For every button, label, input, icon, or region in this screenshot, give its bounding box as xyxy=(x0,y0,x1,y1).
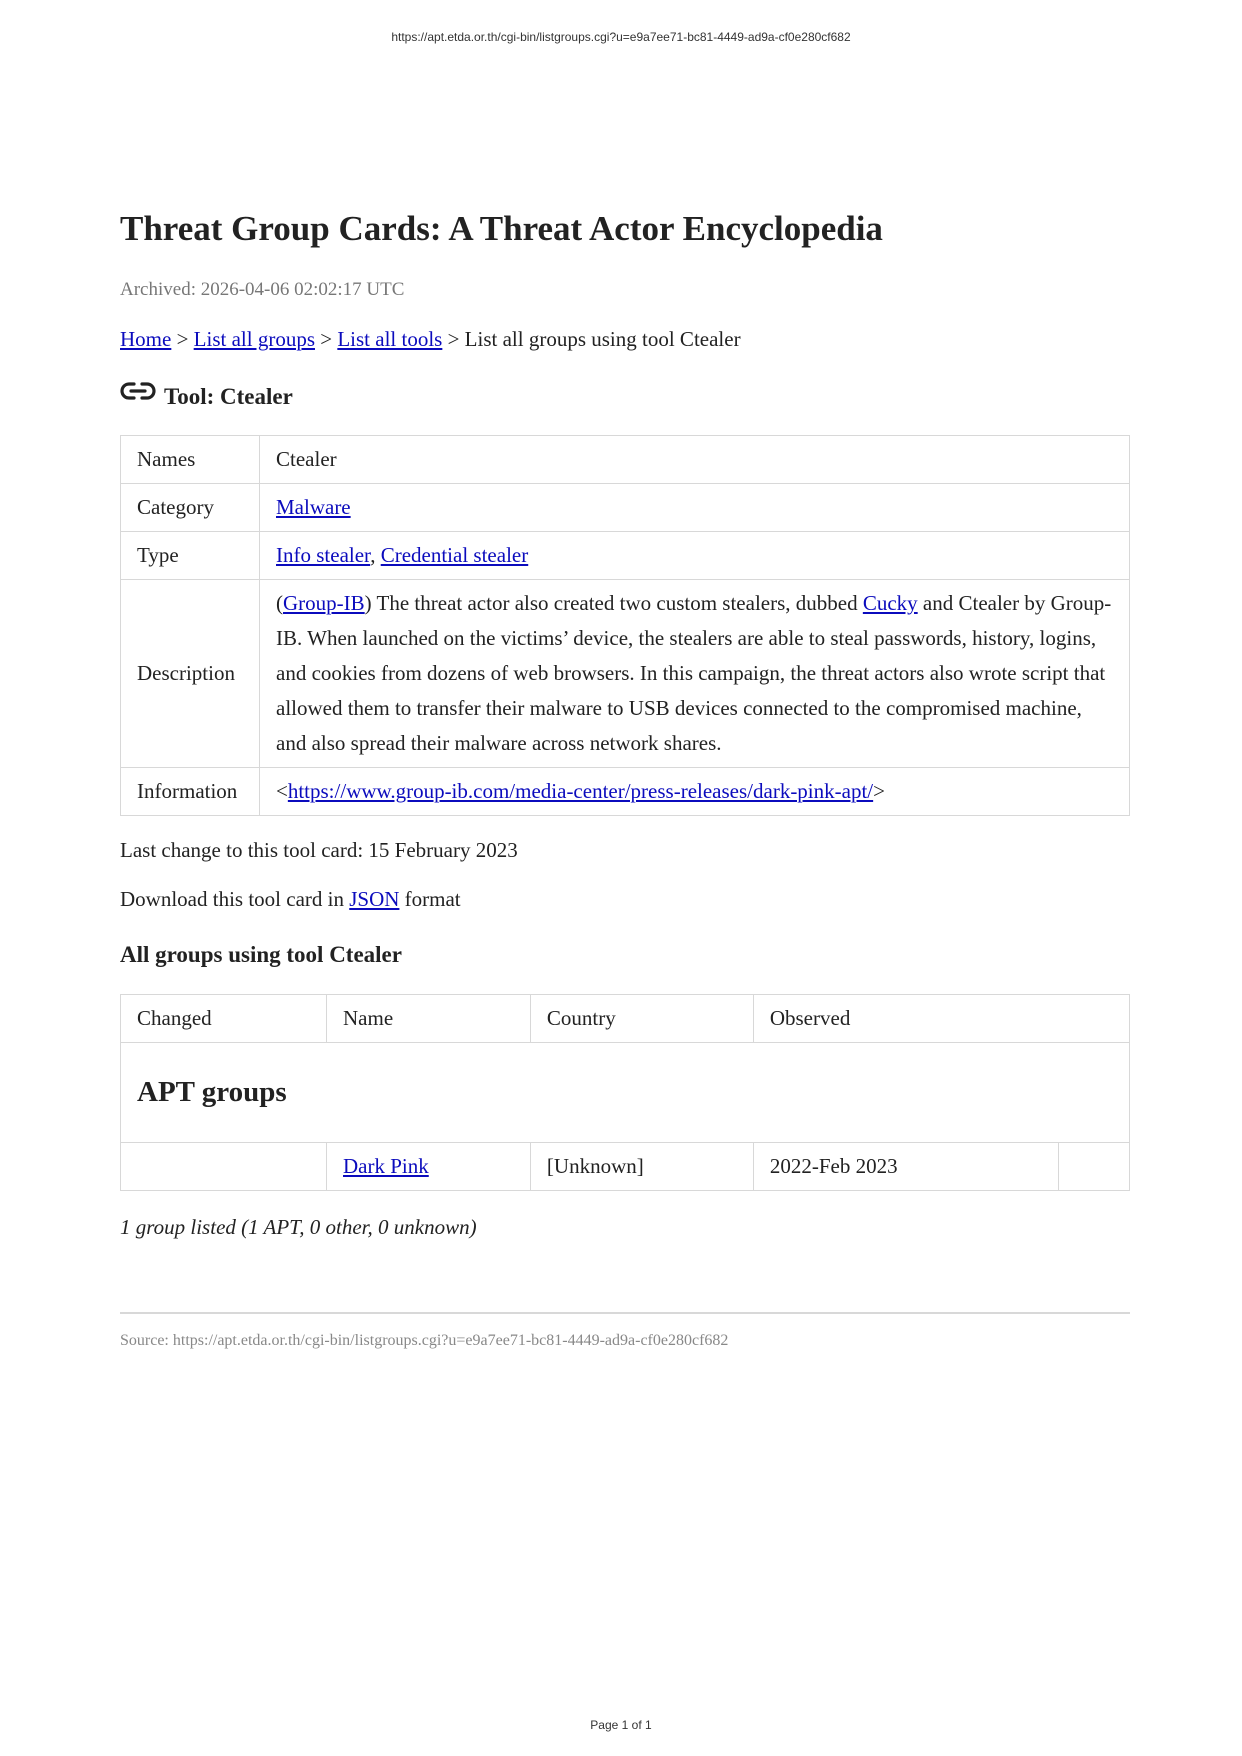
print-header-url: https://apt.etda.or.th/cgi-bin/listgroups.cgi?u=e9a7ee71-bc81-4449-ad9a-cf0e280cf682 xyxy=(391,30,851,44)
description-open: ( xyxy=(276,590,283,615)
breadcrumb-current: > List all groups using tool Ctealer xyxy=(442,327,741,351)
type-separator: , xyxy=(370,542,381,567)
breadcrumb-separator: > xyxy=(171,327,194,351)
table-row xyxy=(121,435,1130,483)
category-link[interactable]: Malware xyxy=(276,494,351,519)
information-close: > xyxy=(873,778,885,803)
names-label: Names xyxy=(121,435,260,483)
group-link-dark-pink[interactable]: Dark Pink xyxy=(343,1153,429,1178)
table-row xyxy=(121,1142,1130,1190)
type-label: Type xyxy=(121,531,260,579)
download-suffix: format xyxy=(399,886,461,911)
archived-timestamp: Archived: 2026-04-06 02:02:17 UTC xyxy=(120,279,405,300)
last-change-text: Last change to this tool card: 15 February 2023 xyxy=(120,837,518,862)
breadcrumb-list-tools-link[interactable]: List all tools xyxy=(337,327,443,351)
tool-heading-text: Tool: Ctealer xyxy=(164,384,293,410)
description-label: Description xyxy=(121,579,260,767)
table-row xyxy=(121,767,1130,815)
column-header-country: Country xyxy=(530,994,753,1042)
description-source-link[interactable]: Group-IB xyxy=(283,590,365,615)
type-cell xyxy=(260,531,1130,579)
description-text: and Ctealer by Group-IB. When launched on the victims’ device, the stealers are able to steal passwords, history, logins, and cookies from dozens of web browsers. In this campaign, the threat actors also wrote script that allowed them to transfer their malware to USB devices connected to the compromised machine, and also spread their malware across network shares. xyxy=(276,590,1112,755)
information-cell xyxy=(260,767,1130,815)
breadcrumb-home-link[interactable]: Home xyxy=(120,327,172,351)
breadcrumb-separator: > xyxy=(315,327,338,351)
download-text xyxy=(120,887,1130,912)
category-cell xyxy=(260,483,1130,531)
page-number: Page 1 of 1 xyxy=(590,1718,652,1732)
groups-table xyxy=(120,994,1130,1191)
cell-changed xyxy=(121,1142,327,1190)
cell-observed: 2022-Feb 2023 xyxy=(753,1142,1058,1190)
apt-groups-label: APT groups xyxy=(121,1042,1130,1142)
type-link-credential-stealer[interactable]: Credential stealer xyxy=(380,542,529,567)
tool-info-table xyxy=(120,435,1130,816)
column-header-observed: Observed xyxy=(753,994,1129,1042)
cell-name xyxy=(327,1142,531,1190)
table-row xyxy=(121,531,1130,579)
tool-heading xyxy=(120,383,1130,411)
cell-country: [Unknown] xyxy=(530,1142,753,1190)
json-download-link[interactable]: JSON xyxy=(349,886,400,911)
source-text: Source: https://apt.etda.or.th/cgi-bin/listgroups.cgi?u=e9a7ee71-bc81-4449-ad9a-cf0e280cf682 xyxy=(120,1331,729,1349)
groups-summary: 1 group listed (1 APT, 0 other, 0 unknown) xyxy=(120,1214,477,1239)
type-link-info-stealer[interactable]: Info stealer xyxy=(276,542,371,567)
description-cell xyxy=(260,579,1130,767)
description-text: ) The threat actor also created two custom stealers, dubbed xyxy=(364,590,863,615)
column-header-changed: Changed xyxy=(121,994,327,1042)
information-link[interactable]: https://www.group-ib.com/media-center/press-releases/dark-pink-apt/ xyxy=(287,778,874,803)
link-icon xyxy=(120,379,156,403)
main-content xyxy=(120,208,1130,1350)
page-title: Threat Group Cards: A Threat Actor Encyclopedia xyxy=(120,209,883,248)
section-row xyxy=(121,1042,1130,1142)
column-header-name: Name xyxy=(327,994,531,1042)
breadcrumb-list-groups-link[interactable]: List all groups xyxy=(193,327,315,351)
table-row xyxy=(121,483,1130,531)
divider xyxy=(120,1312,1130,1314)
cucky-link[interactable]: Cucky xyxy=(862,590,918,615)
download-prefix: Download this tool card in xyxy=(120,886,350,911)
breadcrumb xyxy=(120,326,1130,353)
cell-extra xyxy=(1059,1142,1130,1190)
information-open: < xyxy=(276,778,288,803)
table-header-row xyxy=(121,994,1130,1042)
names-value: Ctealer xyxy=(260,435,1130,483)
category-label: Category xyxy=(121,483,260,531)
information-label: Information xyxy=(121,767,260,815)
table-row xyxy=(121,579,1130,767)
groups-heading: All groups using tool Ctealer xyxy=(120,941,402,967)
